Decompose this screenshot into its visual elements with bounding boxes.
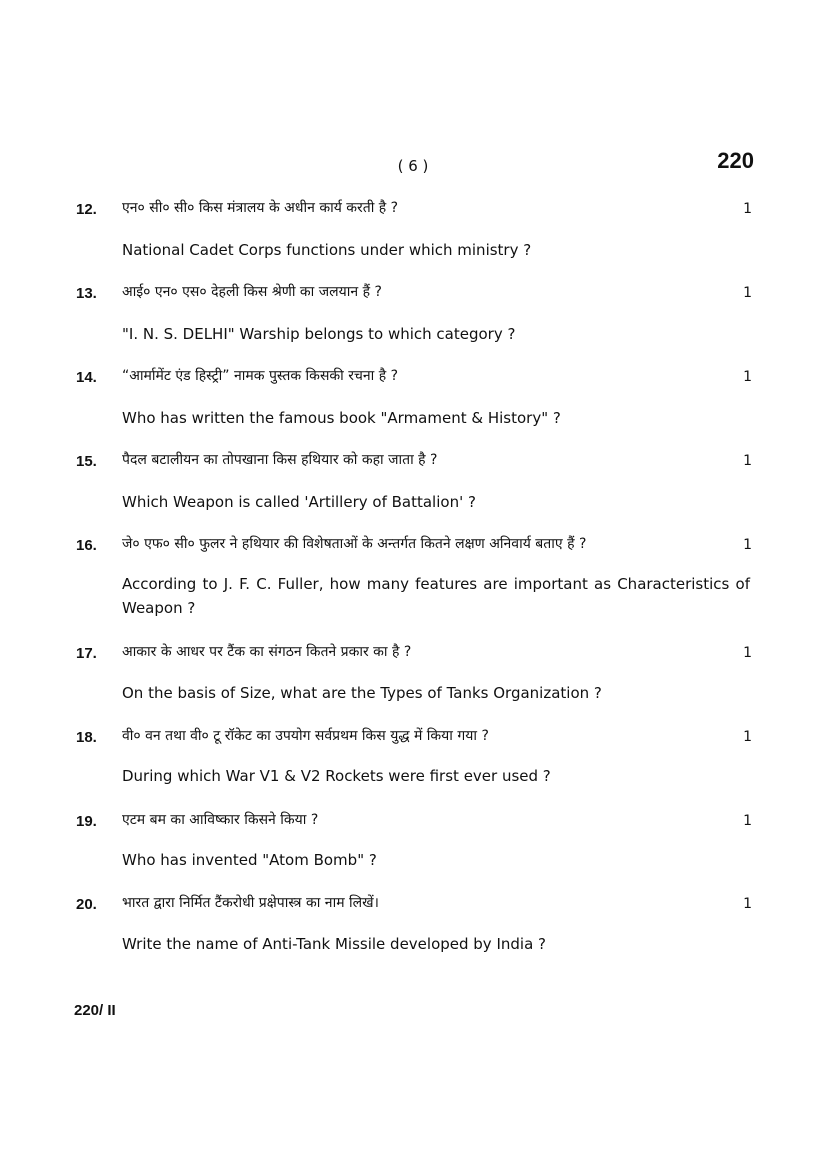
question-english: Which Weapon is called 'Artillery of Battalion' ?: [122, 493, 476, 511]
question-number: 19.: [76, 813, 97, 830]
question-marks: 1: [743, 896, 752, 912]
question-marks: 1: [743, 201, 752, 217]
question-english: Who has written the famous book "Armament & History" ?: [122, 409, 561, 427]
question-english: According to J. F. C. Fuller, how many features are important as Characteristics of Weapon ?: [122, 575, 750, 617]
paper-code: 220: [717, 148, 754, 173]
question-hindi: पैदल बटालीयन का तोपखाना किस हथियार को कहा जाता है ?: [122, 452, 438, 468]
question-english: Who has invented "Atom Bomb" ?: [122, 851, 377, 869]
question-marks: 1: [743, 645, 752, 661]
question-english: National Cadet Corps functions under which ministry ?: [122, 241, 532, 259]
footer-code: 220/ II: [74, 1002, 116, 1019]
question-number: 17.: [76, 645, 97, 662]
question-number: 14.: [76, 369, 97, 386]
question-number: 13.: [76, 285, 97, 302]
question-hindi: आकार के आधर पर टैंक का संगठन कितने प्रकार का है ?: [122, 644, 412, 660]
question-english: On the basis of Size, what are the Types of Tanks Organization ?: [122, 684, 602, 702]
question-hindi: वी० वन तथा वी० टू रॉकेट का उपयोग सर्वप्रथम किस युद्ध में किया गया ?: [122, 728, 489, 744]
question-english: "I. N. S. DELHI" Warship belongs to which category ?: [122, 325, 516, 343]
question-marks: 1: [743, 369, 752, 385]
question-number: 15.: [76, 453, 97, 470]
question-hindi: एन० सी० सी० किस मंत्रालय के अधीन कार्य करती है ?: [122, 200, 399, 216]
page-number: ( 6 ): [397, 157, 429, 175]
question-hindi: एटम बम का आविष्कार किसने किया ?: [122, 812, 319, 828]
question-number: 18.: [76, 729, 97, 746]
question-hindi: “आर्मामेंट एंड हिस्ट्री” नामक पुस्तक किसकी रचना है ?: [122, 368, 399, 384]
question-marks: 1: [743, 453, 752, 469]
question-english: During which War V1 & V2 Rockets were first ever used ?: [122, 767, 551, 785]
question-hindi: भारत द्वारा निर्मित टैंकरोधी प्रक्षेपास्त्र का नाम लिखें।: [122, 895, 379, 911]
question-hindi: जे० एफ० सी० फुलर ने हथियार की विशेषताओं के अन्तर्गत कितने लक्षण अनिवार्य बताए हैं ?: [122, 536, 587, 552]
question-marks: 1: [743, 729, 752, 745]
question-marks: 1: [743, 537, 752, 553]
question-number: 20.: [76, 896, 97, 913]
question-hindi: आई० एन० एस० देहली किस श्रेणी का जलयान हैं ?: [122, 284, 382, 300]
question-number: 12.: [76, 201, 97, 218]
question-number: 16.: [76, 537, 97, 554]
question-marks: 1: [743, 813, 752, 829]
question-english: Write the name of Anti-Tank Missile developed by India ?: [122, 935, 546, 953]
question-marks: 1: [743, 285, 752, 301]
